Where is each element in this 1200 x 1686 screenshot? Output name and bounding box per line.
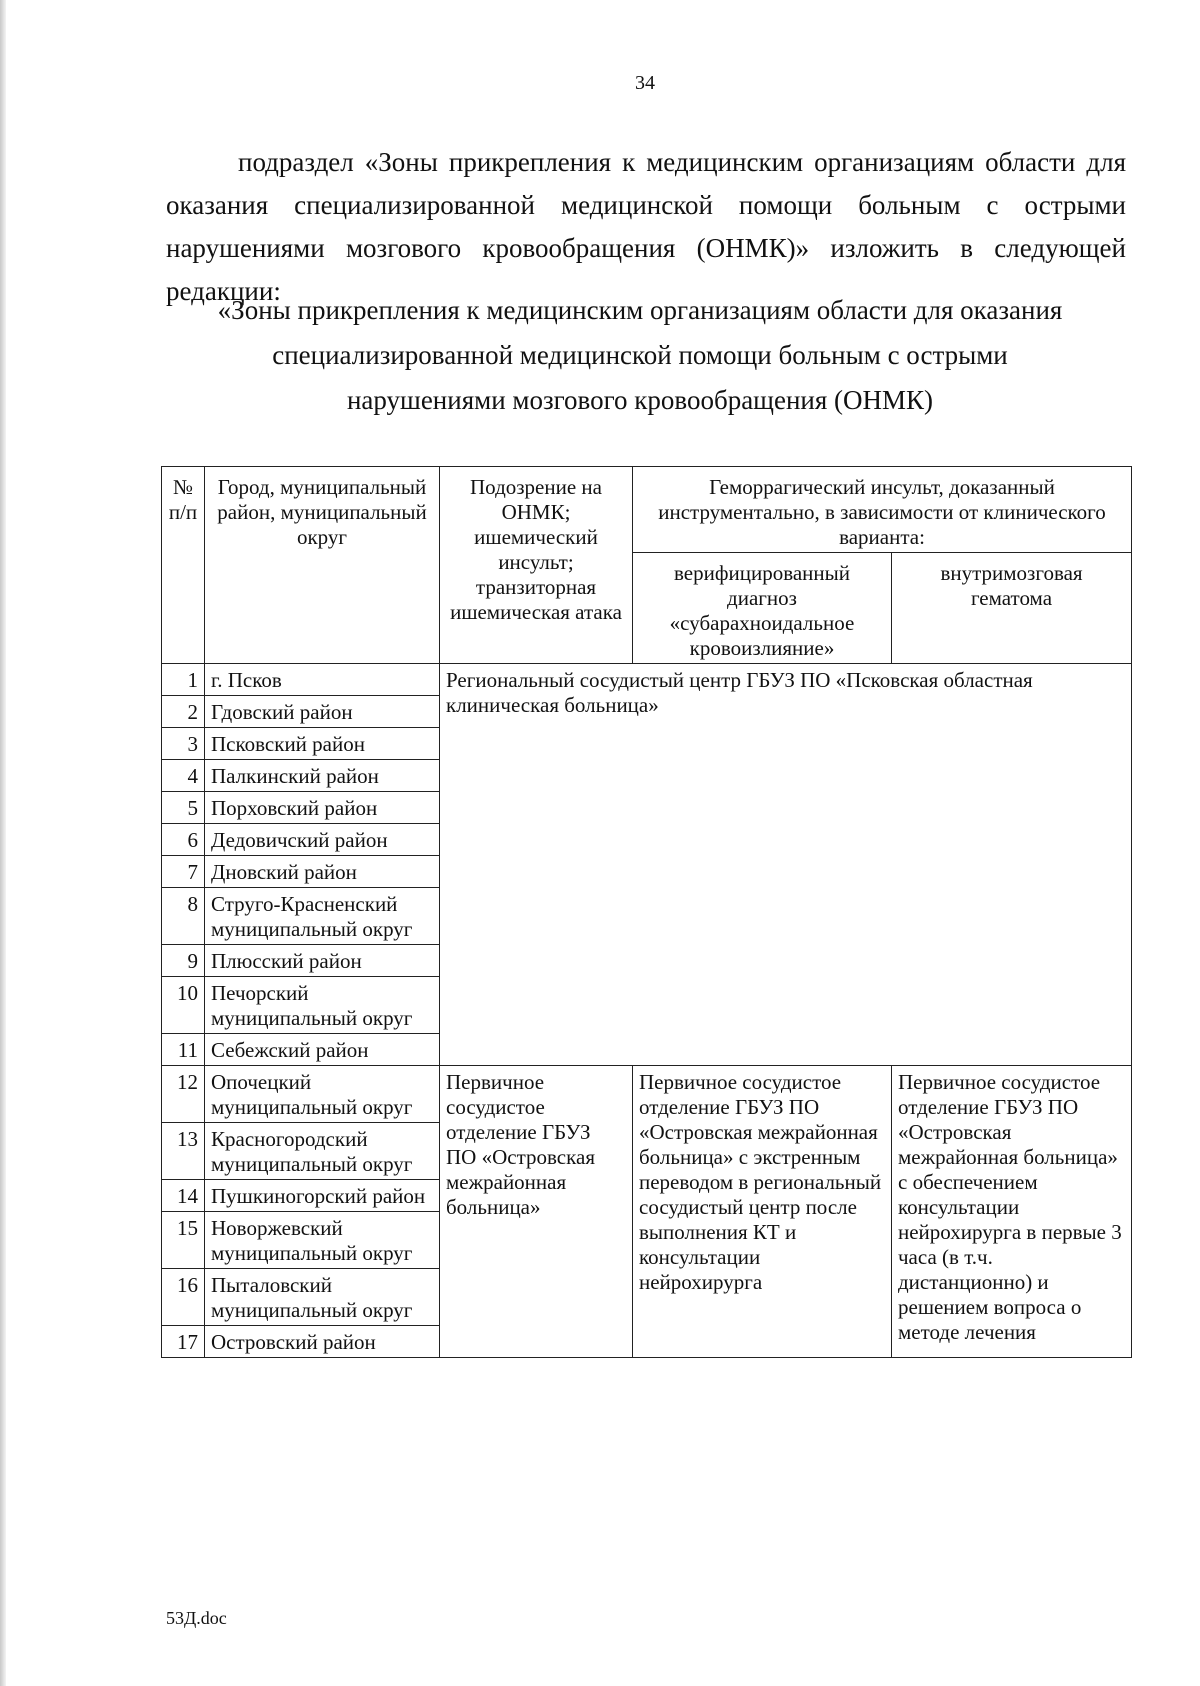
- row-number: 14: [162, 1180, 205, 1212]
- row-city: Гдовский район: [205, 696, 440, 728]
- row-number: 17: [162, 1326, 205, 1358]
- row-number: 1: [162, 664, 205, 696]
- row-city: Палкинский район: [205, 760, 440, 792]
- row-city: Новоржевский муниципальный округ: [205, 1212, 440, 1269]
- row-number: 8: [162, 888, 205, 945]
- header-subarachnoid: верифицированный диагноз «субарахноидальное кровоизлияние»: [633, 553, 892, 664]
- row-number: 6: [162, 824, 205, 856]
- table-body: [162, 664, 1132, 1358]
- heading-line: «Зоны прикрепления к медицинским организациям области для оказания: [217, 295, 1063, 325]
- table-header-row: [162, 467, 1132, 553]
- header-city: Город, муниципальный район, муниципальный округ: [205, 467, 440, 664]
- header-hemorrhagic: Геморрагический инсульт, доказанный инструментально, в зависимости от клинического варианта:: [633, 467, 1132, 553]
- row-city: Псковский район: [205, 728, 440, 760]
- row-number: 12: [162, 1066, 205, 1123]
- row-number: 16: [162, 1269, 205, 1326]
- row-city: Порховский район: [205, 792, 440, 824]
- regional-center-cell: Региональный сосудистый центр ГБУЗ ПО «Псковская областная клиническая больница»: [440, 664, 1132, 1066]
- row-city: Опочецкий муниципальный округ: [205, 1066, 440, 1123]
- row-city: Плюсский район: [205, 945, 440, 977]
- row-city: Дедовичский район: [205, 824, 440, 856]
- row-city: Пыталовский муниципальный округ: [205, 1269, 440, 1326]
- header-intracerebral: внутримозговая гематома: [892, 553, 1132, 664]
- row-number: 10: [162, 977, 205, 1034]
- row-city: Пушкиногорский район: [205, 1180, 440, 1212]
- row-city: Дновский район: [205, 856, 440, 888]
- row-number: 11: [162, 1034, 205, 1066]
- row-city: Струго-Красненский муниципальный округ: [205, 888, 440, 945]
- heading-line: специализированной медицинской помощи больным с острыми: [272, 340, 1008, 370]
- row-number: 3: [162, 728, 205, 760]
- row-city: Печорский муниципальный округ: [205, 977, 440, 1034]
- row-city: Островский район: [205, 1326, 440, 1358]
- primary-dept-subarachnoid-cell: Первичное сосудистое отделение ГБУЗ ПО «Островская межрайонная больница» с экстренным переводом в региональный сосудистый центр после выполнения КТ и консультации нейрохирурга: [633, 1066, 892, 1358]
- primary-dept-intracerebral-cell: Первичное сосудистое отделение ГБУЗ ПО «Островская межрайонная больница» с обеспечением консультации нейрохирурга в первые 3 часа (в т.ч. дистанционно) и решением вопроса о методе лечения: [892, 1066, 1132, 1358]
- header-suspicion: Подозрение на ОНМК; ишемический инсульт; транзиторная ишемическая атака: [440, 467, 633, 664]
- scan-edge: [0, 0, 6, 1686]
- row-city: г. Псков: [205, 664, 440, 696]
- row-number: 9: [162, 945, 205, 977]
- row-number: 2: [162, 696, 205, 728]
- table-row: [162, 664, 1132, 696]
- row-number: 5: [162, 792, 205, 824]
- header-num: № п/п: [162, 467, 205, 664]
- row-number: 15: [162, 1212, 205, 1269]
- footer-filename: 53Д.doc: [166, 1608, 227, 1628]
- row-city: Красногородский муниципальный округ: [205, 1123, 440, 1180]
- row-number: 4: [162, 760, 205, 792]
- heading-line: нарушениями мозгового кровообращения (ОНМК): [346, 385, 934, 415]
- row-number: 13: [162, 1123, 205, 1180]
- row-number: 7: [162, 856, 205, 888]
- table-row: [162, 1066, 1132, 1123]
- row-city: Себежский район: [205, 1034, 440, 1066]
- primary-dept-suspicion-cell: Первичное сосудистое отделение ГБУЗ ПО «Островская межрайонная больница»: [440, 1066, 633, 1358]
- intro-paragraph: подраздел «Зоны прикрепления к медицинским организациям области для оказания специализированной медицинской помощи больным с острыми нарушениями мозгового кровообращения (ОНМК)» изложить в следующей редакции:: [166, 147, 1126, 306]
- zones-table: [161, 466, 1132, 1358]
- page-number: 34: [635, 72, 655, 94]
- section-heading: [150, 288, 1130, 423]
